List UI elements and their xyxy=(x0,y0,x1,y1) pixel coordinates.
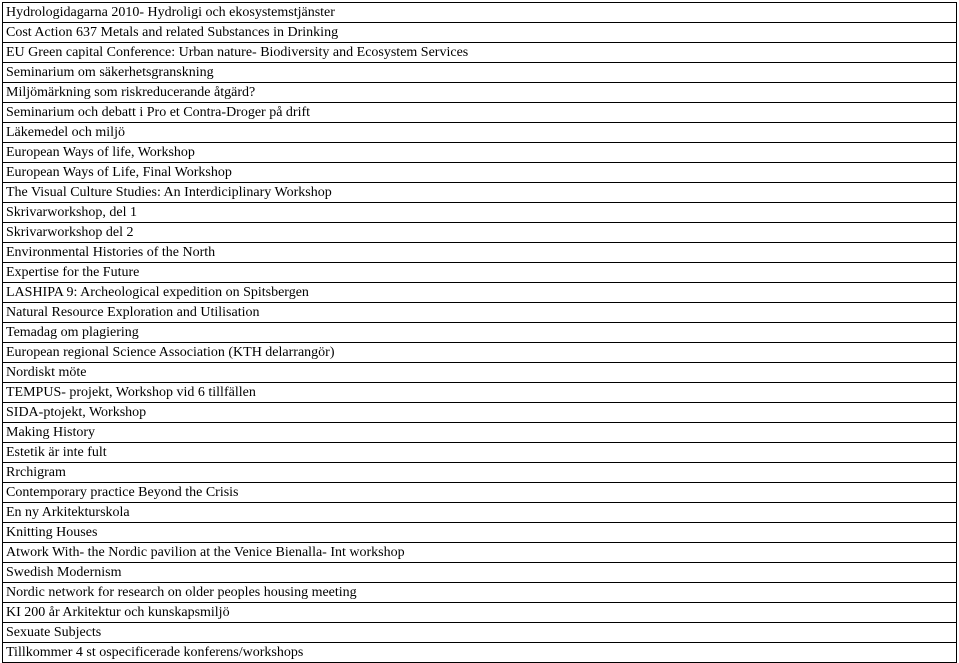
table-cell: En ny Arkitekturskola xyxy=(3,503,957,523)
table-row xyxy=(3,603,957,623)
table-row xyxy=(3,223,957,243)
table-cell: Nordiskt möte xyxy=(3,363,957,383)
table-row xyxy=(3,443,957,463)
table-row xyxy=(3,323,957,343)
table-cell: Knitting Houses xyxy=(3,523,957,543)
table-row xyxy=(3,83,957,103)
table-row xyxy=(3,303,957,323)
table-row xyxy=(3,123,957,143)
table-row xyxy=(3,463,957,483)
table-row xyxy=(3,163,957,183)
table-cell: Sexuate Subjects xyxy=(3,623,957,643)
table-cell: TEMPUS- projekt, Workshop vid 6 tillfällen xyxy=(3,383,957,403)
table-row xyxy=(3,283,957,303)
table-cell: Rrchigram xyxy=(3,463,957,483)
table-cell: Estetik är inte fult xyxy=(3,443,957,463)
table-cell: LASHIPA 9: Archeological expedition on Spitsbergen xyxy=(3,283,957,303)
table-cell: Seminarium om säkerhetsgranskning xyxy=(3,63,957,83)
table-row xyxy=(3,423,957,443)
table-row xyxy=(3,563,957,583)
table-cell: Contemporary practice Beyond the Crisis xyxy=(3,483,957,503)
table-row xyxy=(3,243,957,263)
table-row xyxy=(3,643,957,663)
table-row xyxy=(3,403,957,423)
table-cell: Expertise for the Future xyxy=(3,263,957,283)
table-row xyxy=(3,383,957,403)
table-row xyxy=(3,363,957,383)
conference-list-body xyxy=(3,3,957,663)
table-row xyxy=(3,623,957,643)
table-row xyxy=(3,543,957,563)
table-cell: Seminarium och debatt i Pro et Contra-Droger på drift xyxy=(3,103,957,123)
table-cell: Skrivarworkshop, del 1 xyxy=(3,203,957,223)
table-cell: Natural Resource Exploration and Utilisation xyxy=(3,303,957,323)
table-row xyxy=(3,203,957,223)
table-row xyxy=(3,183,957,203)
table-cell: Tillkommer 4 st ospecificerade konferens/workshops xyxy=(3,643,957,663)
table-row xyxy=(3,503,957,523)
table-cell: Environmental Histories of the North xyxy=(3,243,957,263)
table-cell: The Visual Culture Studies: An Interdiciplinary Workshop xyxy=(3,183,957,203)
table-cell: Hydrologidagarna 2010- Hydroligi och ekosystemstjänster xyxy=(3,3,957,23)
table-row xyxy=(3,523,957,543)
table-cell: Temadag om plagiering xyxy=(3,323,957,343)
table-row xyxy=(3,343,957,363)
table-cell: Cost Action 637 Metals and related Substances in Drinking xyxy=(3,23,957,43)
table-cell: European regional Science Association (KTH delarrangör) xyxy=(3,343,957,363)
table-row xyxy=(3,583,957,603)
table-cell: Swedish Modernism xyxy=(3,563,957,583)
table-row xyxy=(3,263,957,283)
table-cell: EU Green capital Conference: Urban nature- Biodiversity and Ecosystem Services xyxy=(3,43,957,63)
table-row xyxy=(3,143,957,163)
table-cell: Skrivarworkshop del 2 xyxy=(3,223,957,243)
table-cell: Nordic network for research on older peoples housing meeting xyxy=(3,583,957,603)
table-row xyxy=(3,43,957,63)
table-row xyxy=(3,63,957,83)
table-row xyxy=(3,103,957,123)
table-cell: Atwork With- the Nordic pavilion at the Venice Bienalla- Int workshop xyxy=(3,543,957,563)
table-row xyxy=(3,483,957,503)
table-cell: Making History xyxy=(3,423,957,443)
table-cell: KI 200 år Arkitektur och kunskapsmiljö xyxy=(3,603,957,623)
table-row xyxy=(3,23,957,43)
table-cell: European Ways of life, Workshop xyxy=(3,143,957,163)
conference-list-table xyxy=(2,2,957,663)
table-row xyxy=(3,3,957,23)
table-cell: European Ways of Life, Final Workshop xyxy=(3,163,957,183)
table-cell: Läkemedel och miljö xyxy=(3,123,957,143)
table-cell: Miljömärkning som riskreducerande åtgärd? xyxy=(3,83,957,103)
table-cell: SIDA-ptojekt, Workshop xyxy=(3,403,957,423)
